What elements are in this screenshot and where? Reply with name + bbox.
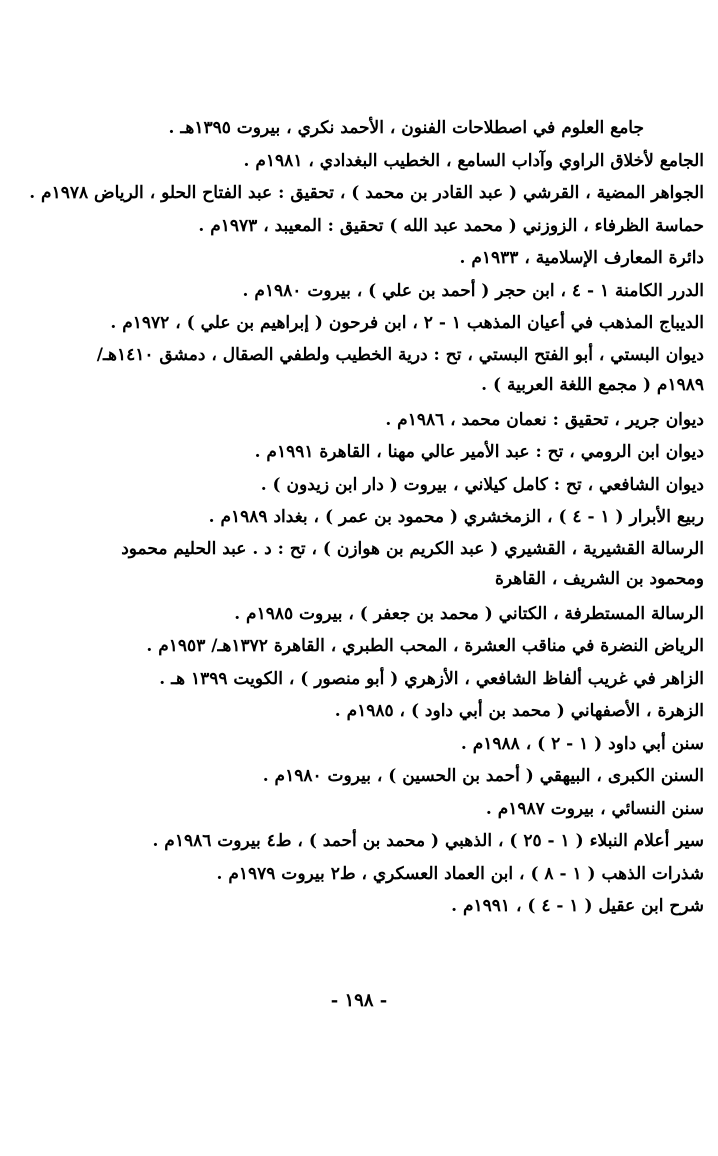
- bibliography-entry: شذرات الذهب ( ١ - ٨ ) ، ابن العماد العسكري ، ط٢ بيروت ١٩٧٩م .: [216, 863, 704, 884]
- bibliography-entry: الدرر الكامنة ١ - ٤ ، ابن حجر ( أحمد بن علي ) ، بيروت ١٩٨٠م .: [242, 280, 704, 301]
- bibliography-list: [29, 112, 704, 923]
- bibliography-entry: دائرة المعارف الإسلامية ، ١٩٣٣م .: [459, 248, 704, 268]
- bibliography-entry: الديباج المذهب في أعيان المذهب ١ - ٢ ، ابن فرحون ( إبراهيم بن علي ) ، ١٩٧٢م .: [110, 313, 704, 333]
- page-number: - ١٩٨ -: [330, 990, 388, 1011]
- bibliography-entry: ديوان البستي ، أبو الفتح البستي ، تح : درية الخطيب ولطفي الصقال ، دمشق ١٤١٠هـ/ ١٩٨٩م ( مجمع اللغة العربية ) .: [96, 344, 704, 395]
- bibliography-entry: الرياض النضرة في مناقب العشرة ، المحب الطبري ، القاهرة ١٣٧٢هـ/ ١٩٥٣م .: [146, 636, 704, 656]
- bibliography-entry: جامع العلوم في اصطلاحات الفنون ، الأحمد نكري ، بيروت ١٣٩٥هـ .: [168, 118, 644, 138]
- bibliography-entry: الجامع لأخلاق الراوي وآداب السامع ، الخطيب البغدادي ، ١٩٨١م .: [243, 150, 704, 171]
- bibliography-entry: شرح ابن عقيل ( ١ - ٤ ) ، ١٩٩١م .: [451, 896, 704, 916]
- bibliography-entry: سنن أبي داود ( ١ - ٢ ) ، ١٩٨٨م .: [460, 733, 704, 754]
- bibliography-entry: ديوان الشافعي ، تح : كامل كيلاني ، بيروت ( دار ابن زيدون ) .: [260, 474, 704, 495]
- bibliography-entry: حماسة الظرفاء ، الزوزني ( محمد عبد الله ) تحقيق : المعيبد ، ١٩٧٣م .: [198, 215, 704, 236]
- bibliography-entry: ديوان ابن الرومي ، تح : عبد الأمير عالي مهنا ، القاهرة ١٩٩١م .: [254, 442, 704, 462]
- bibliography-entry: الزهرة ، الأصفهاني ( محمد بن أبي داود ) ، ١٩٨٥م .: [334, 701, 704, 721]
- bibliography-entry: سير أعلام النبلاء ( ١ - ٢٥ ) ، الذهبي ( محمد بن أحمد ) ، ط٤ بيروت ١٩٨٦م .: [152, 831, 704, 851]
- bibliography-entry: ديوان جرير ، تحقيق : نعمان محمد ، ١٩٨٦م .: [385, 409, 704, 430]
- bibliography-entry: ربيع الأبرار ( ١ - ٤ ) ، الزمخشري ( محمود بن عمر ) ، بغداد ١٩٨٩م .: [208, 507, 704, 527]
- bibliography-entry: الرسالة القشيرية ، القشيري ( عبد الكريم بن هوازن ) ، تح : د . عبد الحليم محمود ومحمود بن الشريف ، القاهرة: [121, 538, 704, 589]
- bibliography-entry: الزاهر في غريب ألفاظ الشافعي ، الأزهري ( أبو منصور ) ، الكويت ١٣٩٩ هـ .: [159, 668, 704, 689]
- bibliography-entry: سنن النسائي ، بيروت ١٩٨٧م .: [485, 798, 704, 819]
- bibliography-entry: الجواهر المضية ، القرشي ( عبد القادر بن محمد ) ، تحقيق : عبد الفتاح الحلو ، الرياض ١٩٧٨م .: [29, 183, 704, 203]
- bibliography-entry: السنن الكبرى ، البيهقي ( أحمد بن الحسين ) ، بيروت ١٩٨٠م .: [262, 766, 704, 786]
- bibliography-entry: الرسالة المستطرفة ، الكتاني ( محمد بن جعفر ) ، بيروت ١٩٨٥م .: [234, 603, 704, 624]
